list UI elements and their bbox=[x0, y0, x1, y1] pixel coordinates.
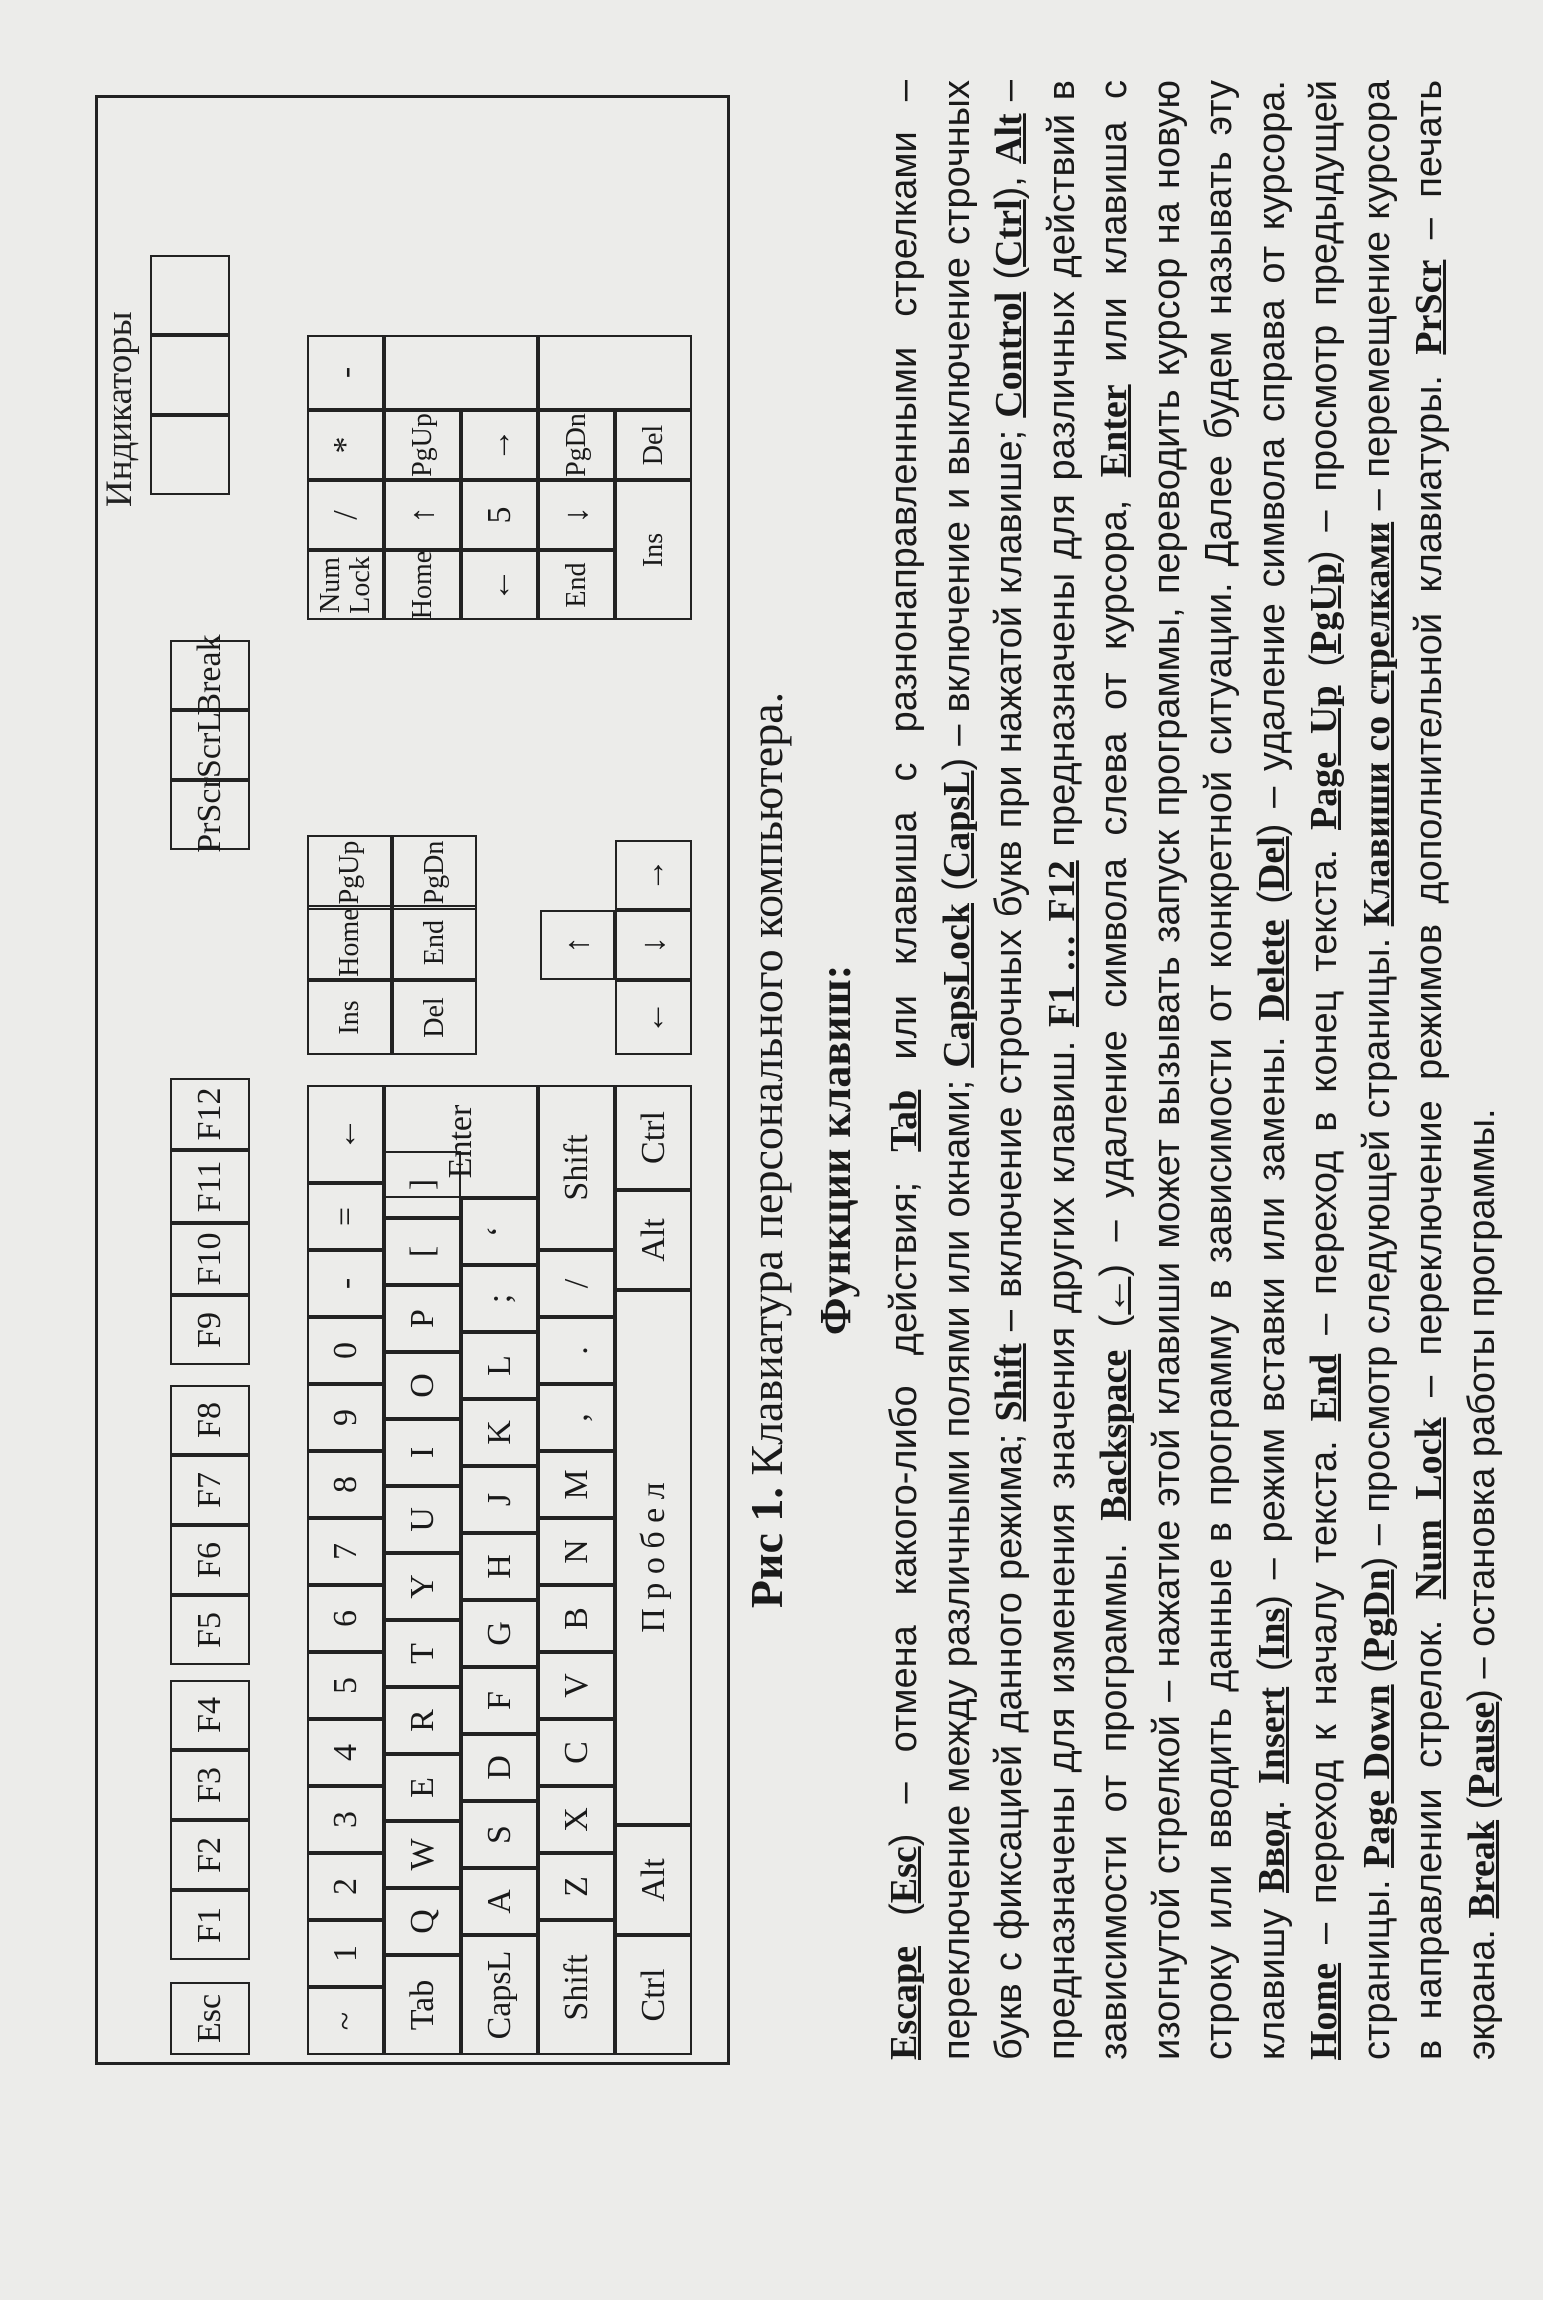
row1-key-2: 2 bbox=[307, 1853, 384, 1920]
nav-key-3: Del bbox=[392, 980, 477, 1055]
fn-key-12: F12 bbox=[170, 1078, 250, 1150]
row2-key-1: Q bbox=[384, 1888, 461, 1955]
row1-key-13: ← bbox=[307, 1085, 384, 1183]
nav-key-4: End bbox=[392, 905, 477, 980]
row4-key-3: C bbox=[538, 1719, 615, 1786]
indicator-light-1 bbox=[150, 335, 230, 415]
row3-key-6: H bbox=[461, 1533, 538, 1600]
row1-key-10: 0 bbox=[307, 1317, 384, 1384]
row1-key-0: ~ bbox=[307, 1987, 384, 2055]
section-heading: Функции клавиш: bbox=[811, 964, 860, 1336]
fn-key-11: F11 bbox=[170, 1150, 250, 1223]
row5-key-0: Ctrl bbox=[615, 1935, 692, 2055]
fn-key-3: F3 bbox=[170, 1750, 250, 1820]
caption-text: Клавиатура персонального компьютера. bbox=[741, 691, 792, 1488]
nav-key-1: Home bbox=[307, 905, 392, 980]
numpad-left: ← bbox=[461, 550, 538, 620]
numpad-right: → bbox=[461, 410, 538, 480]
fn-key-2: F2 bbox=[170, 1820, 250, 1890]
row2-key-2: W bbox=[384, 1821, 461, 1888]
arrow-down-key: ↓ bbox=[615, 910, 692, 980]
row1-key-12: = bbox=[307, 1183, 384, 1250]
row1-key-5: 5 bbox=[307, 1652, 384, 1719]
numpad-del: Del bbox=[615, 410, 692, 480]
row5-key-3: Alt bbox=[615, 1190, 692, 1290]
row4-key-2: X bbox=[538, 1786, 615, 1853]
row2-key-9: O bbox=[384, 1352, 461, 1419]
row4-key-1: Z bbox=[538, 1853, 615, 1920]
row4-key-5: B bbox=[538, 1585, 615, 1652]
fn-key-10: F10 bbox=[170, 1223, 250, 1295]
row4-key-7: M bbox=[538, 1451, 615, 1518]
row3-key-8: K bbox=[461, 1399, 538, 1466]
row1-key-9: 9 bbox=[307, 1384, 384, 1451]
enter-key: Enter bbox=[384, 1085, 538, 1198]
numpad-slash: / bbox=[307, 480, 384, 550]
row2-key-3: E bbox=[384, 1754, 461, 1821]
numpad-5: 5 bbox=[461, 480, 538, 550]
row1-key-6: 6 bbox=[307, 1585, 384, 1652]
row3-key-1: A bbox=[461, 1868, 538, 1935]
fn-key-14: ScrL bbox=[170, 710, 250, 780]
row2-key-7: U bbox=[384, 1486, 461, 1553]
arrow-up-key: ↑ bbox=[540, 910, 615, 980]
numpad-enter bbox=[538, 335, 692, 410]
row4-key-11: Shift bbox=[538, 1085, 615, 1250]
numpad-up: ↑ bbox=[384, 480, 461, 550]
row2-key-11: [ bbox=[384, 1218, 461, 1285]
row3-key-5: G bbox=[461, 1600, 538, 1667]
row3-key-0: CapsL bbox=[461, 1935, 538, 2055]
row1-key-4: 4 bbox=[307, 1719, 384, 1786]
indicators-label: Индикаторы bbox=[99, 311, 140, 507]
fn-key-1: F1 bbox=[170, 1890, 250, 1960]
fn-key-13: PrScr bbox=[170, 780, 250, 850]
row2-key-4: R bbox=[384, 1687, 461, 1754]
fn-key-6: F6 bbox=[170, 1525, 250, 1595]
indicator-light-2 bbox=[150, 255, 230, 335]
fn-key-9: F9 bbox=[170, 1295, 250, 1365]
row2-key-10: P bbox=[384, 1285, 461, 1352]
row5-key-1: Alt bbox=[615, 1825, 692, 1935]
indicator-light-0 bbox=[150, 415, 230, 495]
row4-key-4: V bbox=[538, 1652, 615, 1719]
numpad-end: End bbox=[538, 550, 615, 620]
row3-key-4: F bbox=[461, 1667, 538, 1734]
numpad-pgup: PgUp bbox=[384, 410, 461, 480]
arrow-left-key: ← bbox=[615, 980, 692, 1055]
fn-key-8: F8 bbox=[170, 1385, 250, 1455]
fn-key-7: F7 bbox=[170, 1455, 250, 1525]
arrow-right-key: → bbox=[615, 840, 692, 910]
row2-key-6: Y bbox=[384, 1553, 461, 1620]
row4-key-0: Shift bbox=[538, 1920, 615, 2055]
numpad-down: ↓ bbox=[538, 480, 615, 550]
row2-key-12: ] bbox=[384, 1151, 461, 1218]
row3-key-10: ; bbox=[461, 1265, 538, 1332]
row2-key-8: I bbox=[384, 1419, 461, 1486]
row1-key-7: 7 bbox=[307, 1518, 384, 1585]
nav-key-5: PgDn bbox=[392, 835, 477, 910]
caption-prefix: Рис 1. bbox=[741, 1487, 792, 1609]
row4-key-10: / bbox=[538, 1250, 615, 1317]
body-paragraph: Escape (Esc) – отмена какого-либо действия; Tab или клавиша с разнонаправленными стрелками – переключение между различными полями или окнами; CapsLock (CapsL) – включение и выключение строчных букв с фиксацией данного режима; Shift – включение строчных букв при нажатой клавише; Control (Ctrl), Alt – предназначены для изменения значения других клавиш. F1 … F12 предназначены для различных действий в зависимости от программы. Backspace (←) – удаление символа слева от курсора, Enter или клавиша с изогнутой стрелкой – нажатие этой клавиши может вызывать запуск программы, переводить курсор на новую строку или вводить данные в программу в зависимости от конкретной ситуации. Далее будем называть эту клавишу Ввод. Insert (Ins) – режим вставки или замены. Delete (Del) – удаление символа справа от курсора. Home – переход к началу текста. End – переход в конец текста. Page Up (PgUp) – просмотр предыдущей страницы. Page Down (PgDn) – просмотр следующей страницы. Клавиши со стрелками – перемещение курсора в направлении стрелок. Num Lock – переключение режимов дополнительной клавиатуры. PrScr – печать экрана. Break (Pause) – остановка работы программы. bbox=[883, 79, 1503, 2060]
row2-key-5: T bbox=[384, 1620, 461, 1687]
nav-key-0: Ins bbox=[307, 980, 392, 1055]
nav-key-2: PgUp bbox=[307, 835, 392, 910]
numpad-star: * bbox=[307, 410, 384, 480]
row4-key-9: . bbox=[538, 1317, 615, 1384]
numpad-home: Home bbox=[384, 550, 461, 620]
row3-key-7: J bbox=[461, 1466, 538, 1533]
row3-key-9: L bbox=[461, 1332, 538, 1399]
numpad-numlock: Num Lock bbox=[307, 550, 384, 620]
row1-key-11: - bbox=[307, 1250, 384, 1317]
row1-key-3: 3 bbox=[307, 1786, 384, 1853]
numpad-ins: Ins bbox=[615, 480, 692, 620]
row3-key-11: ‘ bbox=[461, 1198, 538, 1265]
numpad-pgdn: PgDn bbox=[538, 410, 615, 480]
figure-caption bbox=[740, 0, 793, 2300]
fn-key-0: Esc bbox=[170, 1982, 250, 2055]
row1-key-1: 1 bbox=[307, 1920, 384, 1987]
fn-key-4: F4 bbox=[170, 1680, 250, 1750]
fn-key-5: F5 bbox=[170, 1595, 250, 1665]
row4-key-8: , bbox=[538, 1384, 615, 1451]
row3-key-3: D bbox=[461, 1734, 538, 1801]
row5-key-2: П р о б е л bbox=[615, 1290, 692, 1825]
row2-key-0: Tab bbox=[384, 1955, 461, 2055]
fn-key-15: Break bbox=[170, 640, 250, 710]
row5-key-4: Ctrl bbox=[615, 1085, 692, 1190]
numpad-plus bbox=[384, 335, 538, 410]
row4-key-6: N bbox=[538, 1518, 615, 1585]
row3-key-2: S bbox=[461, 1801, 538, 1868]
row1-key-8: 8 bbox=[307, 1451, 384, 1518]
numpad-minus: - bbox=[307, 335, 384, 410]
